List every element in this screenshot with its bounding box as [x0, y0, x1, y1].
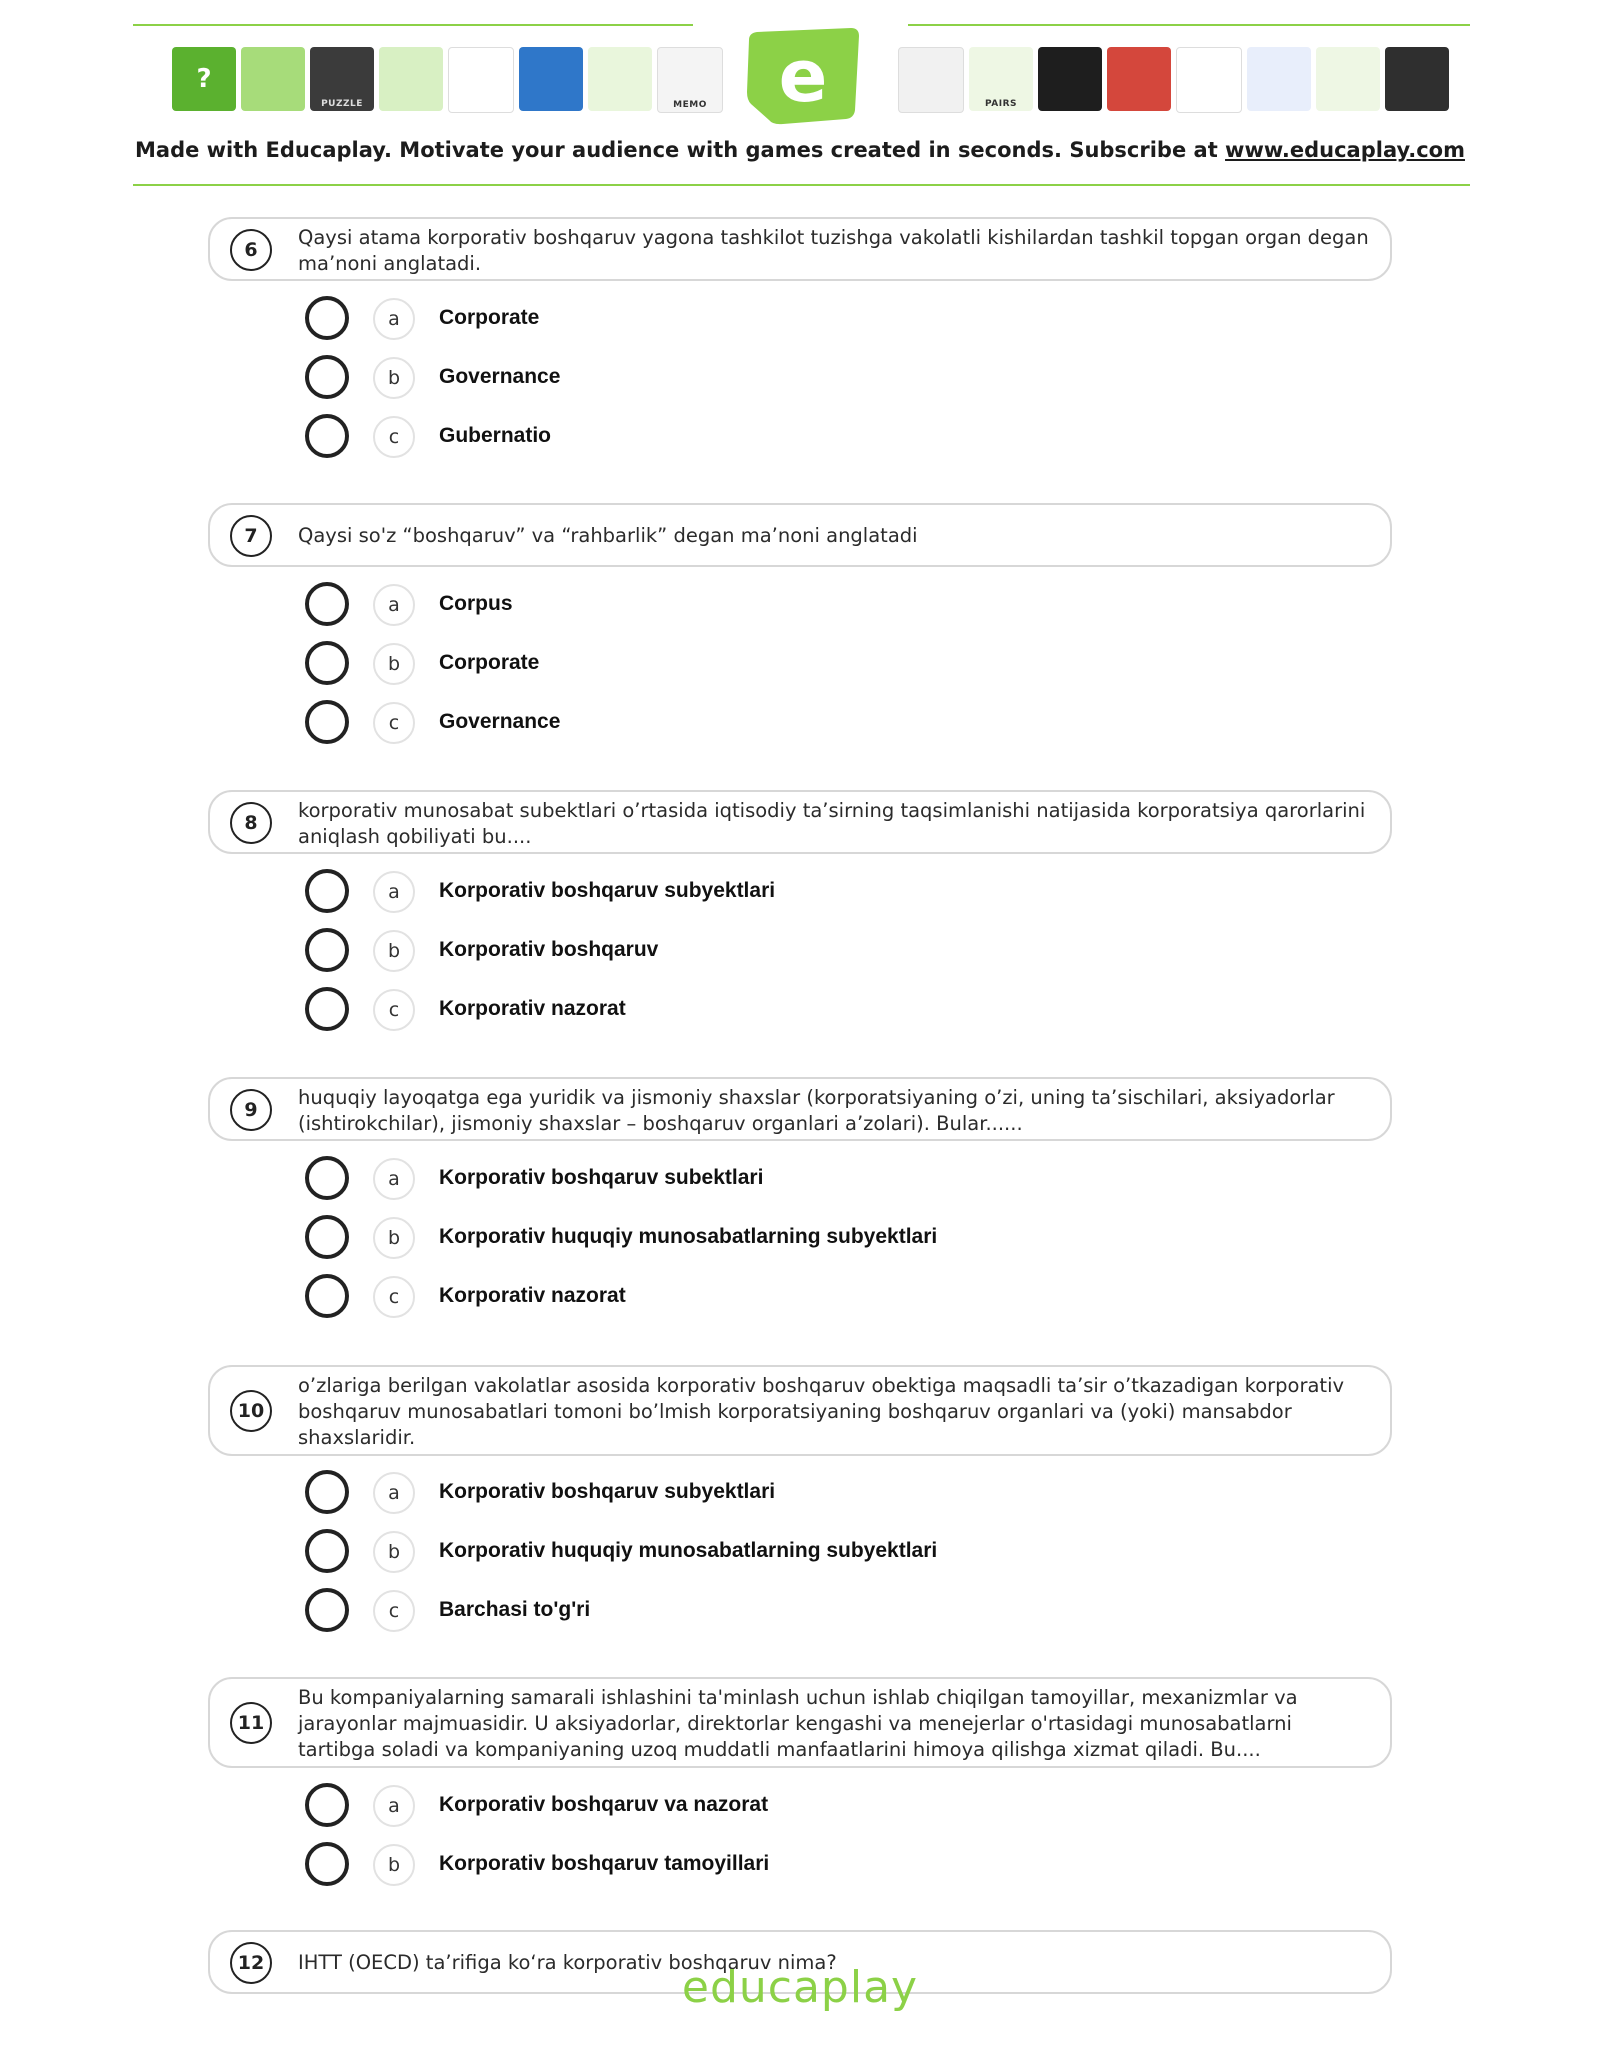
- option-text: Korporativ nazorat: [439, 1284, 626, 1307]
- option-letter: b: [373, 357, 415, 399]
- answer-option-6-c[interactable]: [305, 414, 1305, 464]
- option-letter: a: [373, 298, 415, 340]
- question-text: Qaysi atama korporativ boshqaruv yagona tashkilot tuzishga vakolatli kishilardan tashkil topgan organ degan ma’noni anglatadi.: [298, 226, 1369, 275]
- question-text: korporativ munosabat subektlari o’rtasida iqtisodiy ta’sirning taqsimlanishi natijasida korporatsiya qarorlarini aniqlash qobiliyati bu....: [298, 799, 1366, 848]
- answer-option-11-a[interactable]: [305, 1783, 1305, 1833]
- answer-radio[interactable]: [305, 1470, 349, 1514]
- question-box-6: [208, 217, 1392, 281]
- option-letter: c: [373, 702, 415, 744]
- question-number: 8: [230, 802, 272, 844]
- answer-radio[interactable]: [305, 1215, 349, 1259]
- question-box-10: [208, 1365, 1392, 1456]
- option-text: Korporativ boshqaruv subektlari: [439, 1166, 764, 1189]
- option-letter: c: [373, 416, 415, 458]
- option-text: Korporativ boshqaruv subyektlari: [439, 879, 776, 902]
- option-text: Korporativ boshqaruv subyektlari: [439, 1480, 776, 1503]
- option-letter: a: [373, 871, 415, 913]
- answer-radio[interactable]: [305, 1274, 349, 1318]
- question-number: 10: [230, 1390, 272, 1432]
- answer-option-8-a[interactable]: [305, 869, 1305, 919]
- answer-option-7-b[interactable]: [305, 641, 1305, 691]
- answer-option-9-a[interactable]: [305, 1156, 1305, 1206]
- question-box-9: [208, 1077, 1392, 1141]
- answer-option-7-c[interactable]: [305, 700, 1305, 750]
- memory-icon-caption: MEMO: [673, 100, 707, 110]
- answer-radio[interactable]: [305, 987, 349, 1031]
- option-letter: c: [373, 1590, 415, 1632]
- option-text: Governance: [439, 710, 561, 733]
- matching-grid-icon: [588, 47, 652, 111]
- svg-text:e: e: [778, 34, 828, 118]
- activity-icons-right: [898, 47, 1449, 113]
- pairs-icon-caption: PAIRS: [985, 99, 1017, 109]
- answer-option-8-c[interactable]: [305, 987, 1305, 1037]
- pairs-icon: [969, 47, 1033, 111]
- question-number: 6: [230, 229, 272, 271]
- checklist-icon: [1247, 47, 1311, 111]
- document-icon: [898, 47, 964, 113]
- word-search-icon: [1176, 47, 1242, 113]
- option-letter: a: [373, 1158, 415, 1200]
- answer-option-10-b[interactable]: [305, 1529, 1305, 1579]
- answer-radio[interactable]: [305, 869, 349, 913]
- option-text: Korporativ boshqaruv: [439, 938, 659, 961]
- footer-brand: educaplay: [681, 1962, 919, 2013]
- tagline-text: Made with Educaplay. Motivate your audience with games created in seconds. Subscribe at: [135, 138, 1226, 162]
- question-text: Bu kompaniyalarning samarali ishlashini ta'minlash uchun ishlab chiqilgan tamoyillar, mexanizmlar va jarayonlar majmuasidir. U aksiyadorlar, direktorlar kengashi va menejerlar o'rtasidagi munosabatlarni tartibga soladi va kompaniyaning uzoq muddatli manfaatlarini himoya qilishga xizmat qiladi. Bu....: [298, 1686, 1298, 1761]
- writing-icon: [1316, 47, 1380, 111]
- option-text: Korporativ boshqaruv tamoyillari: [439, 1852, 770, 1875]
- option-text: Governance: [439, 365, 561, 388]
- option-letter: a: [373, 1472, 415, 1514]
- answer-option-9-c[interactable]: [305, 1274, 1305, 1324]
- option-letter: a: [373, 1785, 415, 1827]
- answer-radio[interactable]: [305, 296, 349, 340]
- answer-radio[interactable]: [305, 1529, 349, 1573]
- answer-option-10-a[interactable]: [305, 1470, 1305, 1520]
- answer-radio[interactable]: [305, 414, 349, 458]
- answer-option-6-a[interactable]: [305, 296, 1305, 346]
- answer-option-11-b[interactable]: [305, 1842, 1305, 1892]
- crossword-icon-caption: PUZZLE: [321, 99, 363, 109]
- dialogue-icon: [379, 47, 443, 111]
- answer-option-9-b[interactable]: [305, 1215, 1305, 1265]
- memory-icon: [657, 47, 723, 113]
- map-icon: [519, 47, 583, 111]
- option-text: Korporativ boshqaruv va nazorat: [439, 1793, 769, 1816]
- header-top-line-left: [133, 24, 693, 26]
- question-text: Qaysi so'z “boshqaruv” va “rahbarlik” degan ma’noni anglatadi: [298, 524, 918, 547]
- option-text: Korporativ nazorat: [439, 997, 626, 1020]
- option-letter: b: [373, 1844, 415, 1886]
- crossword-icon: [310, 47, 374, 111]
- tagline: [0, 138, 1600, 162]
- answer-radio[interactable]: [305, 1783, 349, 1827]
- option-letter: b: [373, 1217, 415, 1259]
- option-text: Korporativ huquqiy munosabatlarning subyektlari: [439, 1539, 938, 1562]
- answer-option-10-c[interactable]: [305, 1588, 1305, 1638]
- option-letter: b: [373, 643, 415, 685]
- educaplay-logo: [743, 24, 863, 130]
- answer-radio[interactable]: [305, 582, 349, 626]
- answer-radio[interactable]: [305, 1588, 349, 1632]
- activity-icons-left: [172, 47, 723, 113]
- option-text: Gubernatio: [439, 424, 552, 447]
- answer-option-8-b[interactable]: [305, 928, 1305, 978]
- option-letter: b: [373, 1531, 415, 1573]
- answer-radio[interactable]: [305, 355, 349, 399]
- true-false-icon: [1107, 47, 1171, 111]
- option-text: Barchasi to'g'ri: [439, 1598, 591, 1621]
- option-letter: c: [373, 1276, 415, 1318]
- answer-radio[interactable]: [305, 1156, 349, 1200]
- question-text: huquqiy layoqatga ega yuridik va jismoniy shaxslar (korporatsiyaning o’zi, uning ta’sischilari, aksiyadorlar (ishtirokchilar), jismoniy shaxslar – boshqaruv organlari a’zolari). Bular......: [298, 1086, 1335, 1135]
- answer-radio[interactable]: [305, 700, 349, 744]
- fill-blanks-icon: [241, 47, 305, 111]
- option-text: Corporate: [439, 651, 540, 674]
- quiz-icon: ?: [172, 47, 236, 111]
- question-text: o’zlariga berilgan vakolatlar asosida korporativ boshqaruv obektiga maqsadli ta’sir o’tkazadigan korporativ boshqaruv munosabatlari tomoni bo’lmish korporatsiyaning boshqaruv organlari va (yoki) mansabdor shaxslaridir.: [298, 1374, 1345, 1449]
- video-quiz-icon: [1385, 47, 1449, 111]
- frog-icon: [448, 47, 514, 113]
- subscribe-link[interactable]: www.educaplay.com: [1225, 138, 1465, 162]
- question-number: 12: [230, 1942, 272, 1984]
- option-letter: b: [373, 930, 415, 972]
- question-number: 11: [230, 1702, 272, 1744]
- header-bottom-line: [133, 184, 1470, 186]
- answer-option-7-a[interactable]: [305, 582, 1305, 632]
- option-text: Corporate: [439, 306, 540, 329]
- question-box-7: [208, 503, 1392, 567]
- answer-radio[interactable]: [305, 641, 349, 685]
- option-text: Corpus: [439, 592, 513, 615]
- header-top-line-right: [908, 24, 1470, 26]
- question-box-8: [208, 790, 1392, 854]
- question-text: IHTT (OECD) ta’rifiga ko‘ra korporativ boshqaruv nima?: [298, 1951, 837, 1974]
- question-number: 9: [230, 1089, 272, 1131]
- option-letter: a: [373, 584, 415, 626]
- answer-radio[interactable]: [305, 928, 349, 972]
- option-text: Korporativ huquqiy munosabatlarning subyektlari: [439, 1225, 938, 1248]
- alphabet-wheel-icon: [1038, 47, 1102, 111]
- question-box-11: [208, 1677, 1392, 1768]
- answer-radio[interactable]: [305, 1842, 349, 1886]
- option-letter: c: [373, 989, 415, 1031]
- answer-option-6-b[interactable]: [305, 355, 1305, 405]
- question-number: 7: [230, 515, 272, 557]
